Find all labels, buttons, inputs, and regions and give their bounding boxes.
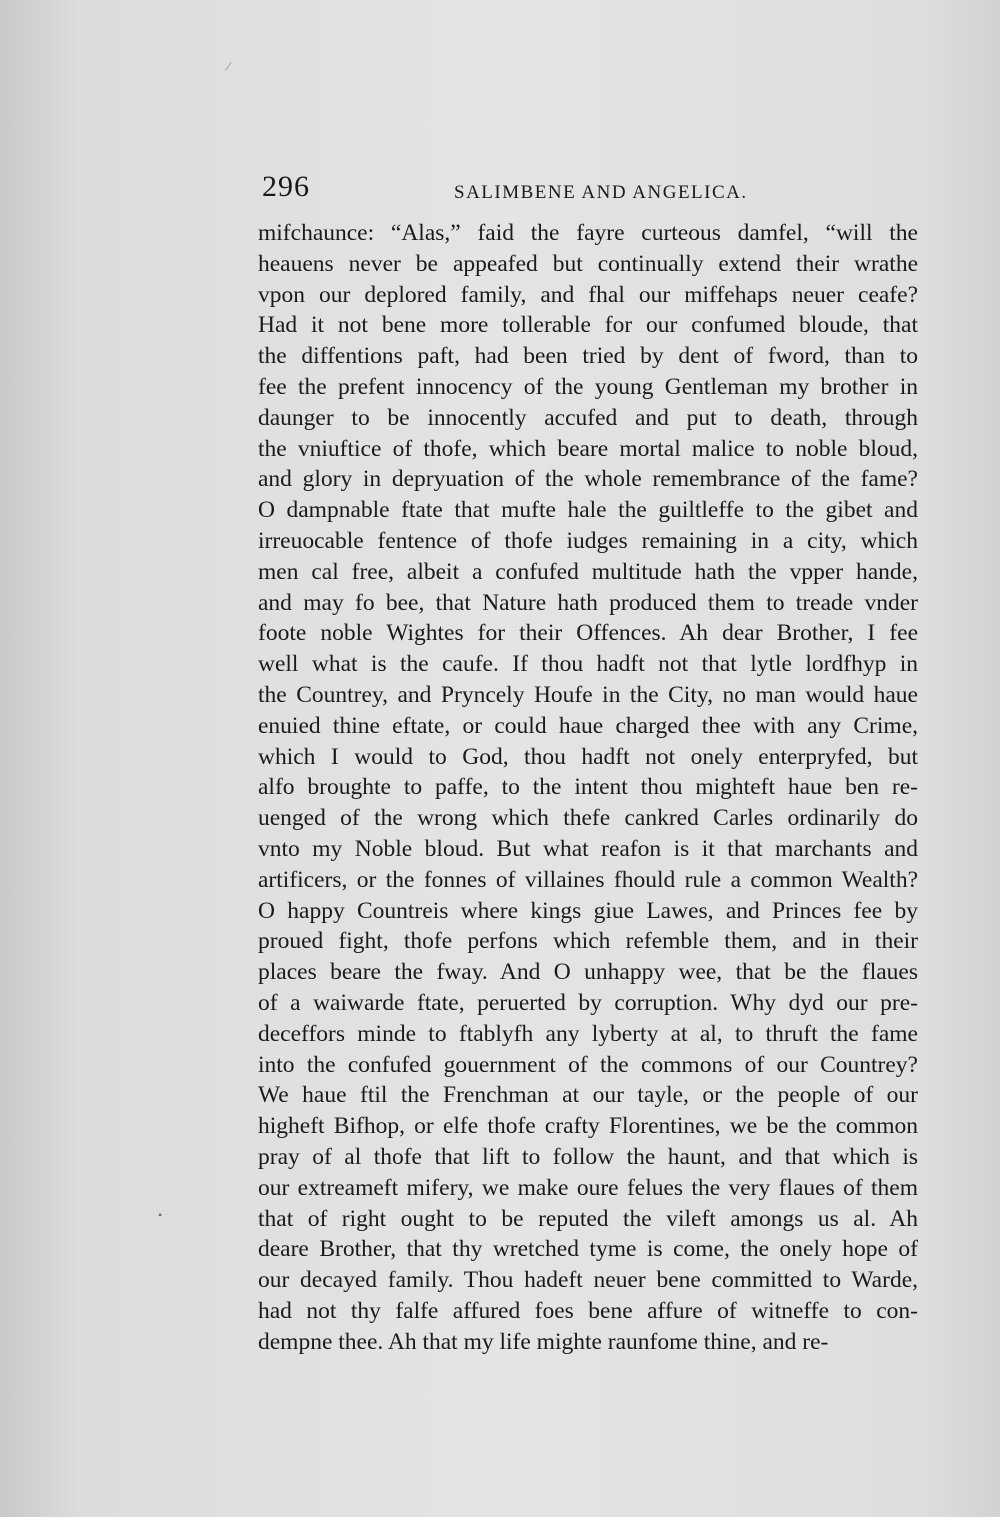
text-line: O happy Countreis where kings giue Lawes, and Princes fee by — [258, 897, 918, 924]
text-line: O dampnable ftate that mufte hale the guiltleffe to the gibet and — [258, 497, 918, 524]
text-line: the Countrey, and Pryncely Houfe in the City, no man would haue — [258, 681, 918, 708]
text-line: enuied thine eftate, or could haue charged thee with any Crime, — [258, 712, 918, 739]
text-line: which I would to God, thou hadft not onely enterpryfed, but — [258, 743, 918, 770]
text-line: our extreameft mifery, we make oure felues the very flaues of them — [258, 1174, 918, 1201]
text-line: heauens never be appeafed but continually extend their wrathe — [258, 250, 918, 277]
text-line: places beare the fway. And O unhappy wee, that be the flaues — [258, 959, 918, 986]
running-title: SALIMBENE AND ANGELICA. — [454, 182, 748, 203]
text-line: uenged of the wrong which thefe cankred Carles ordinarily do — [258, 805, 918, 832]
text-line: irreuocable fentence of thofe iudges remaining in a city, which — [258, 527, 918, 554]
text-line: daunger to be innocently accufed and put to death, through — [258, 404, 918, 431]
text-line: proued fight, thofe perfons which refemble them, and in their — [258, 928, 918, 955]
text-line: well what is the caufe. If thou hadft not that lytle lordfhyp in — [258, 651, 918, 678]
running-head — [262, 170, 922, 210]
text-line: vnto my Noble bloud. But what reafon is it that marchants and — [258, 835, 918, 862]
body-text — [258, 218, 918, 1357]
text-line: had not thy falfe affured foes bene affure of witneffe to con- — [258, 1297, 918, 1324]
page-number: 296 — [262, 170, 310, 203]
text-line: pray of al thofe that lift to follow the haunt, and that which is — [258, 1143, 918, 1170]
text-line: fee the prefent innocency of the young Gentleman my brother in — [258, 373, 918, 400]
text-line: alfo broughte to paffe, to the intent thou mighteft haue ben re- — [258, 774, 918, 801]
text-line: mifchaunce: “Alas,” faid the fayre curteous damfel, “will the — [258, 220, 918, 246]
text-line: Had it not bene more tollerable for our confumed bloude, that — [258, 312, 918, 339]
text-line: artificers, or the fonnes of villaines fhould rule a common Wealth? — [258, 866, 918, 893]
text-line: into the confufed gouernment of the commons of our Countrey? — [258, 1051, 918, 1078]
margin-speck: • — [158, 1208, 163, 1222]
text-line: dempne thee. Ah that my life mighte raunfome thine, and re- — [258, 1328, 829, 1355]
text-line: the diffentions paft, had been tried by dent of fword, than to — [258, 343, 918, 370]
text-line: We haue ftil the Frenchman at our tayle, or the people of our — [258, 1082, 918, 1109]
text-line: deceffors minde to ftablyfh any lyberty at al, to thruft the fame — [258, 1020, 918, 1047]
text-line: the vniuftice of thofe, which beare mortal malice to noble bloud, — [258, 435, 918, 462]
text-line: foote noble Wightes for their Offences. Ah dear Brother, I fee — [258, 620, 918, 647]
text-line: men cal free, albeit a confufed multitude hath the vpper hande, — [258, 558, 918, 585]
text-line: of a waiwarde ftate, peruerted by corruption. Why dyd our pre- — [258, 989, 918, 1016]
text-line: deare Brother, that thy wretched tyme is come, the onely hope of — [258, 1236, 918, 1263]
text-line: that of right ought to be reputed the vileft amongs us al. Ah — [258, 1205, 918, 1232]
text-line: and glory in depryuation of the whole remembrance of the fame? — [258, 466, 918, 493]
text-line: vpon our deplored family, and fhal our miffehaps neuer ceafe? — [258, 281, 918, 308]
text-line: and may fo bee, that Nature hath produced them to treade vnder — [258, 589, 918, 616]
stray-mark-top: / — [224, 59, 232, 76]
text-line: our decayed family. Thou hadeft neuer bene committed to Warde, — [258, 1267, 918, 1294]
text-line: higheft Bifhop, or elfe thofe crafty Florentines, we be the common — [258, 1113, 918, 1140]
